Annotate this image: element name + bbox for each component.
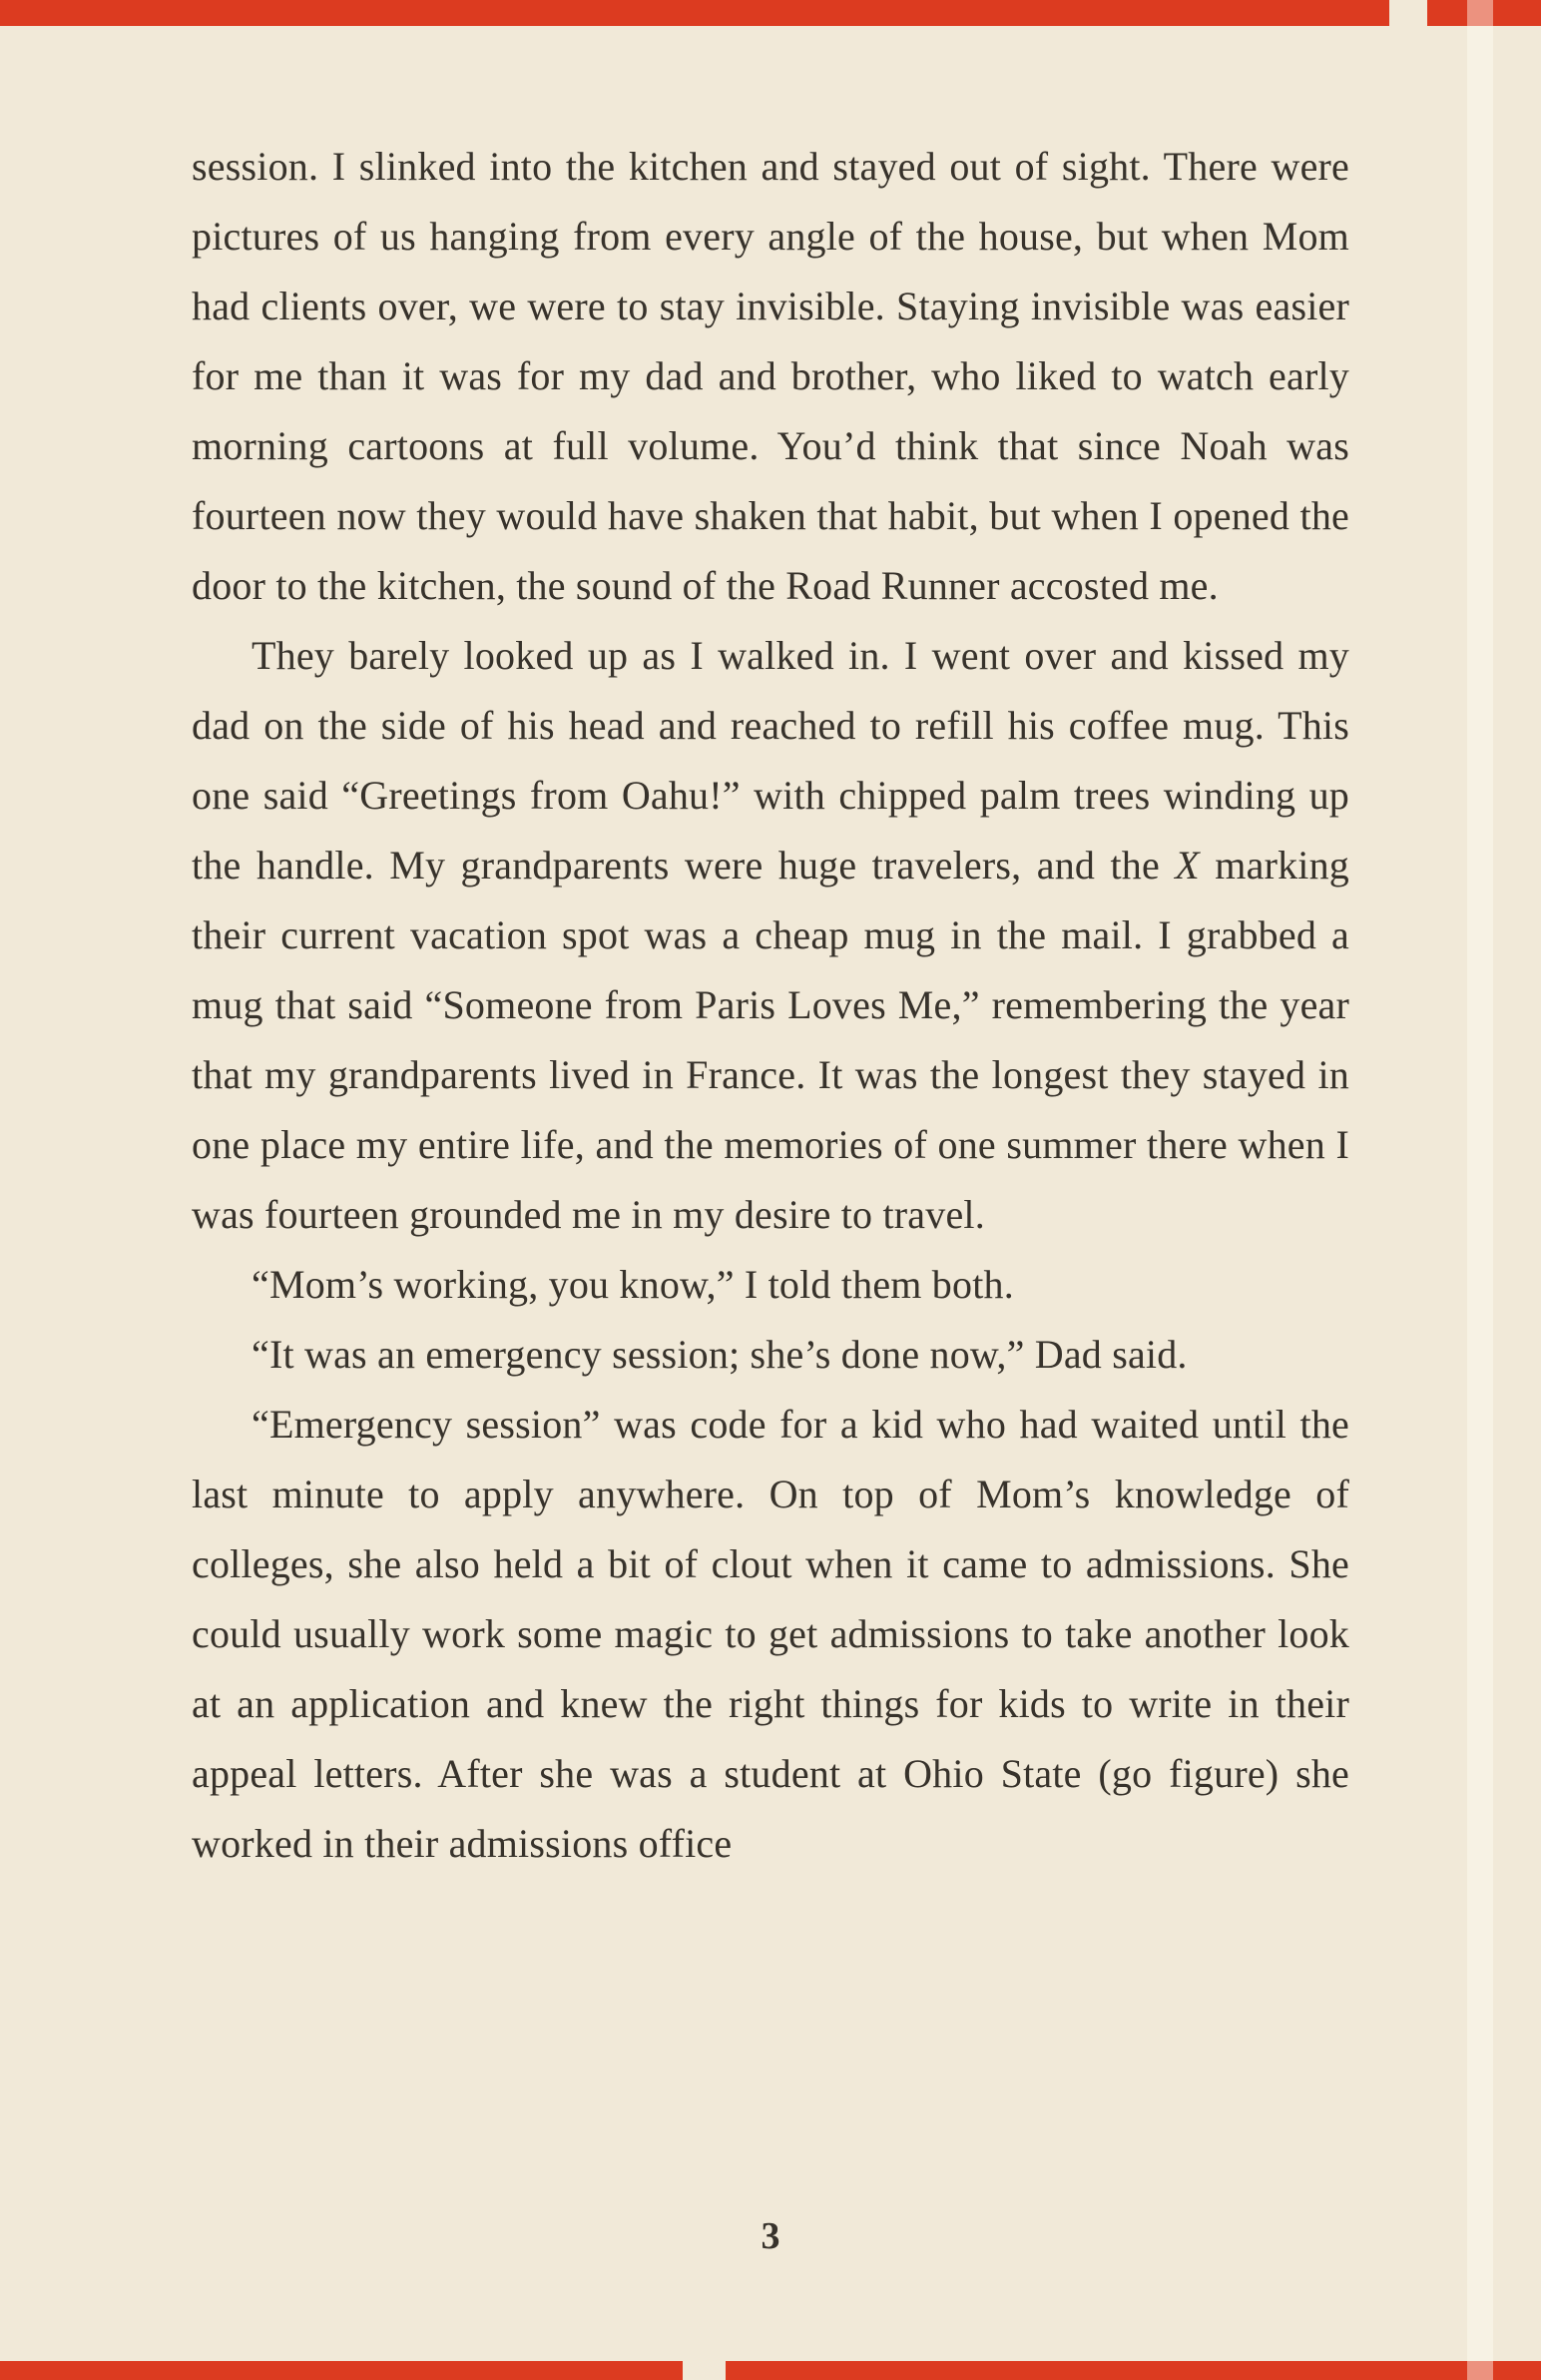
text-run: marking their current vacation spot was a cheap mug in the mail. I grabbed a mug that said “Someone from Paris Loves Me,” remembering the year that my grandparents lived in France. It was the longest they stayed in one place my entire life, and the memories of one summer there when I was fourteen grounded me in my desire to travel. <box>192 843 1350 1237</box>
text-run: “It was an emergency session; she’s done now,” Dad said. <box>252 1332 1188 1377</box>
bottom-stripe-right-segment <box>726 2361 1541 2380</box>
text-run: They barely looked up as I walked in. I went over and kissed my dad on the side of his head and reached to refill his coffee mug. This one said “Greetings from Oahu!” with chipped palm trees winding up the handle. My grandparents were huge travelers, and the <box>192 633 1349 888</box>
top-stripe-right-segment <box>1427 0 1541 26</box>
scan-edge-artifact <box>1467 0 1493 2380</box>
body-text <box>192 132 1349 1879</box>
paragraph <box>192 621 1349 1250</box>
text-run-italic: X <box>1175 843 1200 888</box>
text-run: “Emergency session” was code for a kid who had waited until the last minute to apply anywhere. On top of Mom’s knowledge of colleges, she also held a bit of clout when it came to admissions. She could usually work some magic to get admissions to take another look at an application and knew the right things for kids to write in their appeal letters. After she was a student at Ohio State (go figure) she worked in their admissions office <box>192 1402 1349 1866</box>
text-run: session. I slinked into the kitchen and stayed out of sight. There were pictures of us hanging from every angle of the house, but when Mom had clients over, we were to stay invisible. Staying invisible was easier for me than it was for my dad and brother, who liked to watch early morning cartoons at full volume. You’d think that since Noah was fourteen now they would have shaken that habit, but when I opened the door to the kitchen, the sound of the Road Runner accosted me. <box>192 144 1349 608</box>
paragraph <box>192 132 1349 621</box>
paragraph <box>192 1390 1349 1879</box>
text-run: “Mom’s working, you know,” I told them both. <box>252 1262 1014 1307</box>
page-number: 3 <box>761 2215 780 2257</box>
top-stripe-left-segment <box>0 0 1389 26</box>
paragraph <box>192 1320 1349 1390</box>
top-edge-stripe <box>0 0 1541 26</box>
bottom-edge-stripe <box>0 2361 1541 2380</box>
bottom-stripe-left-segment <box>0 2361 683 2380</box>
paragraph <box>192 1250 1349 1320</box>
